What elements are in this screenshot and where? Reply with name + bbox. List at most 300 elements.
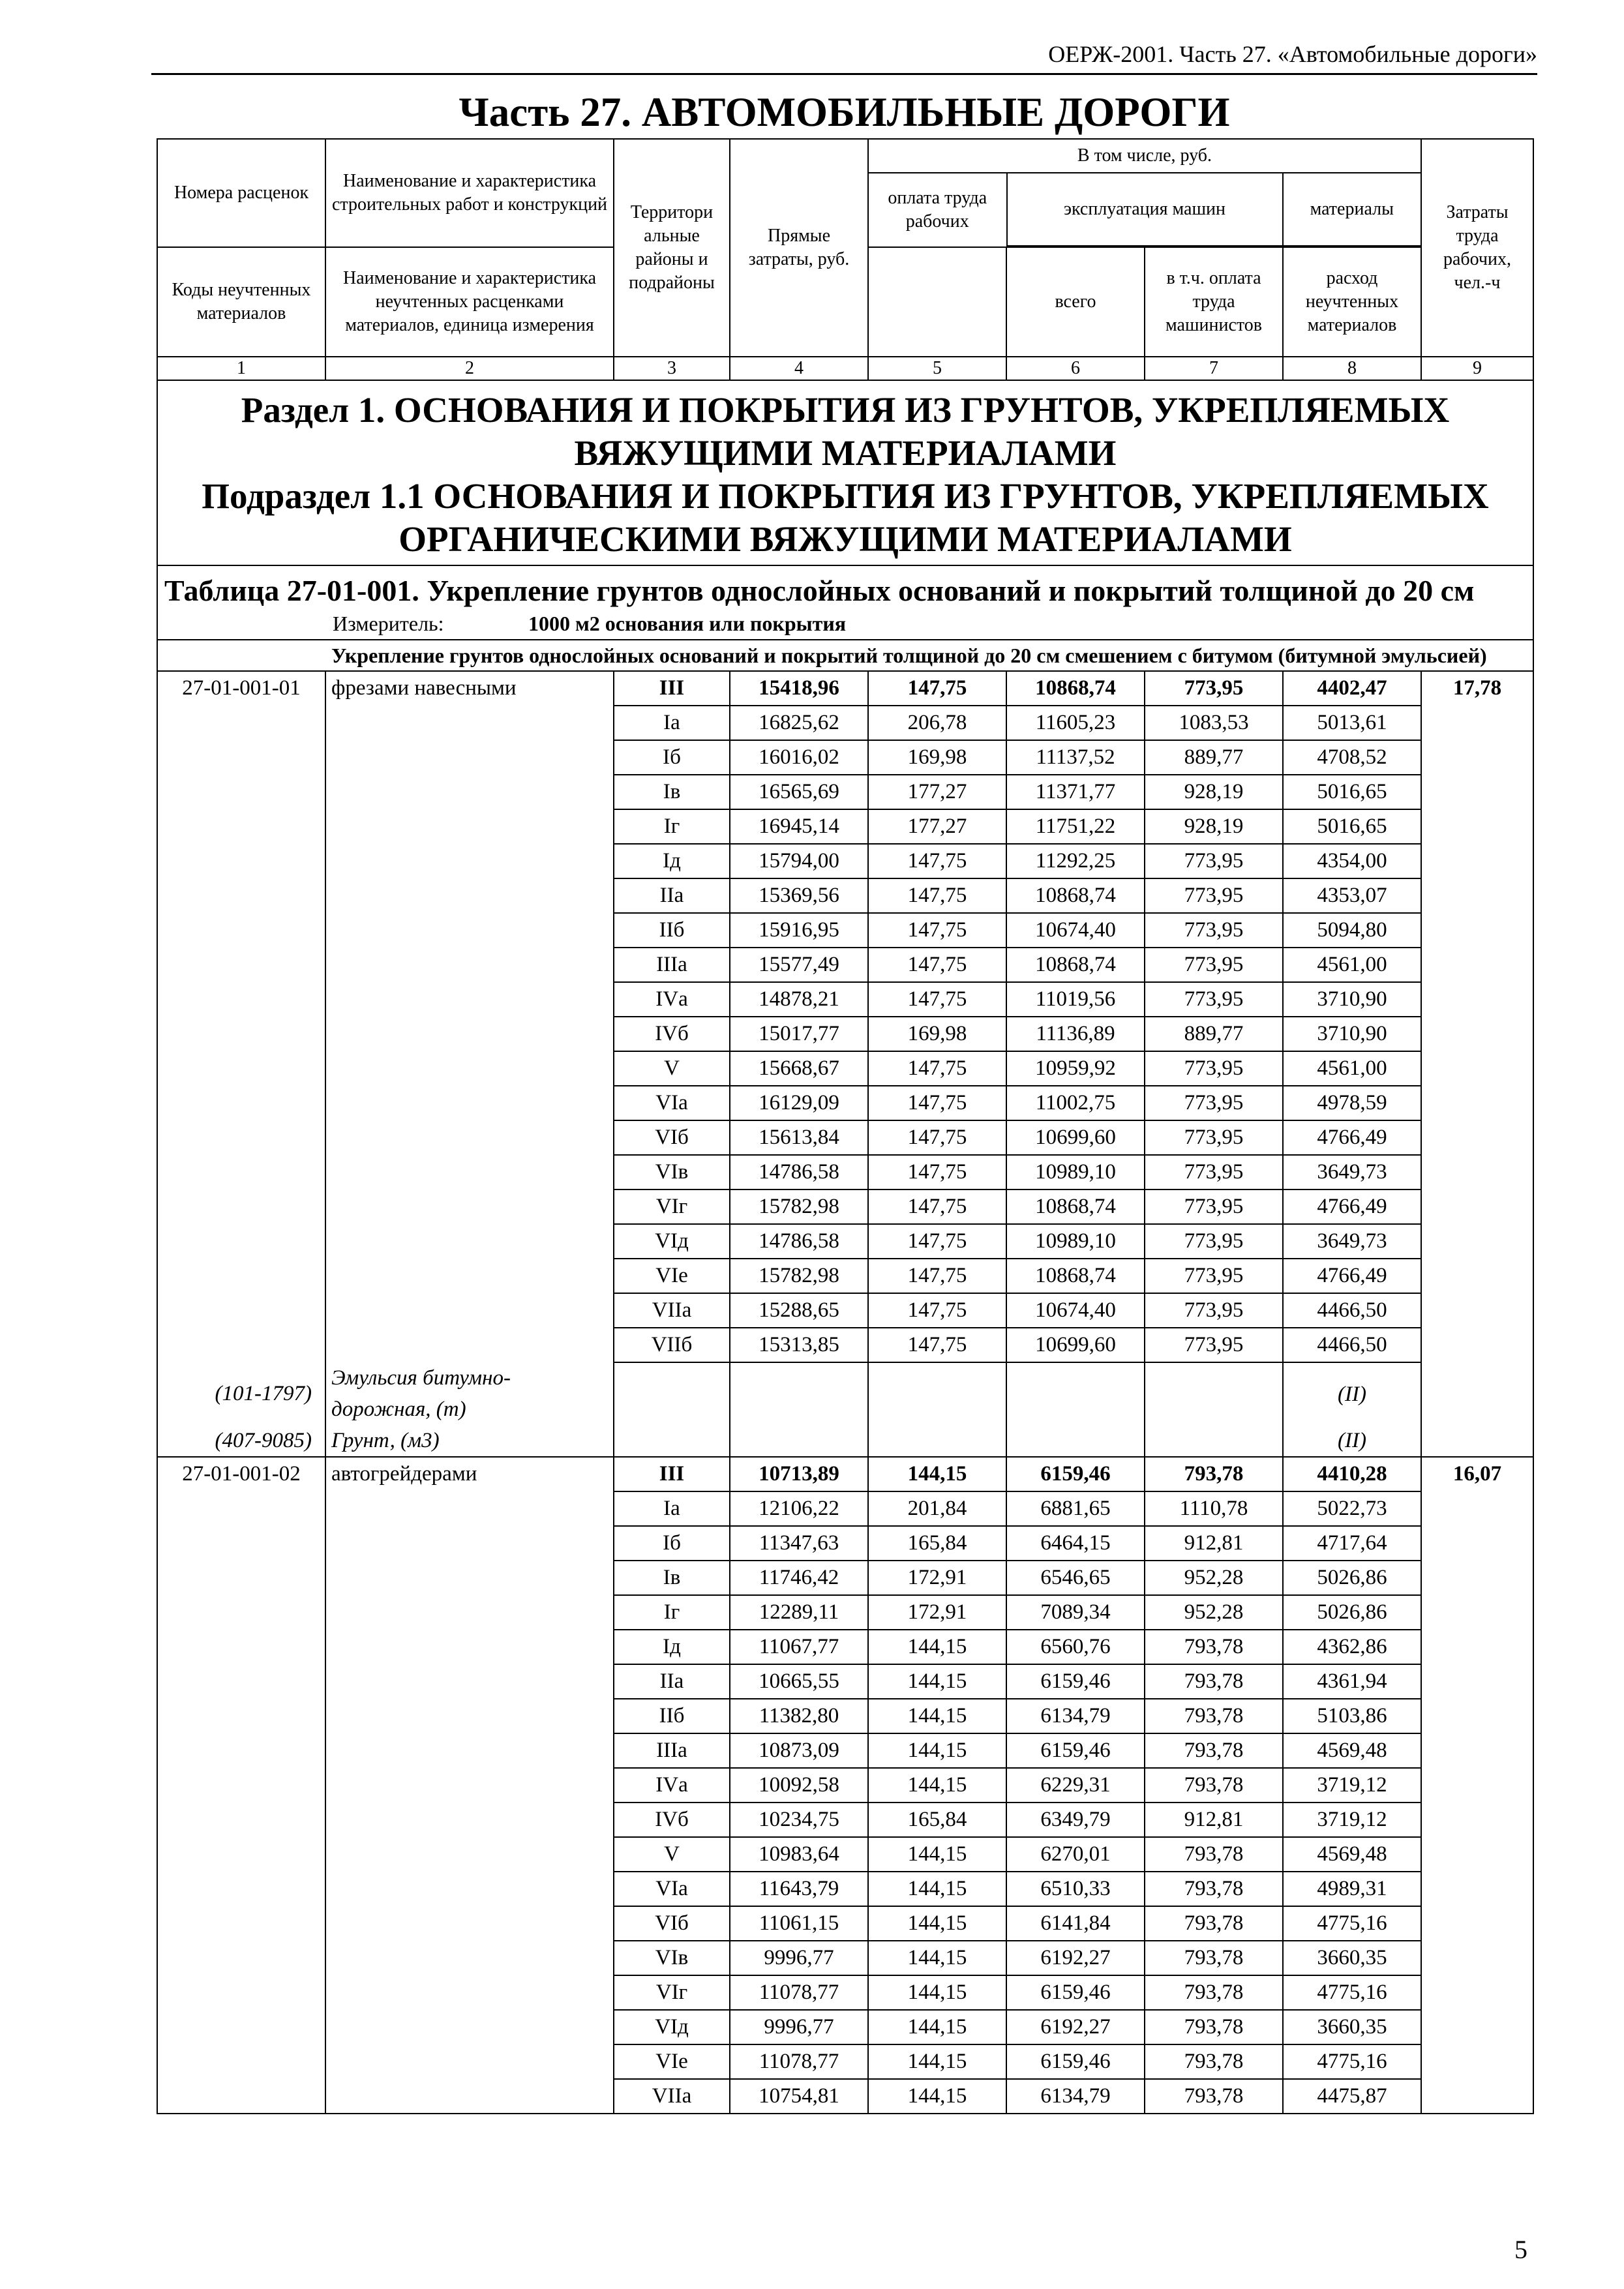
value-cell: 12289,11 bbox=[730, 1595, 868, 1630]
value-cell: 5094,80 bbox=[1283, 913, 1421, 948]
value-cell: 15288,65 bbox=[730, 1293, 868, 1328]
region-cell: VIIа bbox=[614, 2079, 730, 2114]
value-cell: 793,78 bbox=[1145, 2044, 1283, 2079]
region-cell: VIа bbox=[614, 1872, 730, 1906]
material-empty-cell bbox=[730, 1425, 868, 1457]
value-cell: 147,75 bbox=[868, 913, 1006, 948]
value-cell: 4989,31 bbox=[1283, 1872, 1421, 1906]
value-cell: 4766,49 bbox=[1283, 1189, 1421, 1224]
column-number: 3 bbox=[614, 357, 730, 380]
value-cell: 201,84 bbox=[868, 1491, 1006, 1526]
region-cell: VIIа bbox=[614, 1293, 730, 1328]
value-cell: 5016,65 bbox=[1283, 775, 1421, 809]
value-cell: 773,95 bbox=[1145, 948, 1283, 982]
value-cell: 4402,47 bbox=[1283, 671, 1421, 706]
value-cell: 4362,86 bbox=[1283, 1630, 1421, 1664]
value-cell: 16825,62 bbox=[730, 706, 868, 740]
value-cell: 4978,59 bbox=[1283, 1086, 1421, 1120]
value-cell: 793,78 bbox=[1145, 1837, 1283, 1872]
col4-header: Прямые затраты, руб. bbox=[730, 139, 868, 357]
value-cell: 5103,86 bbox=[1283, 1699, 1421, 1733]
value-cell: 4766,49 bbox=[1283, 1259, 1421, 1293]
value-cell: 3649,73 bbox=[1283, 1224, 1421, 1259]
value-cell: 1083,53 bbox=[1145, 706, 1283, 740]
col5-header-cont bbox=[868, 247, 1006, 357]
section-title bbox=[157, 380, 1533, 565]
region-cell: Iд bbox=[614, 1630, 730, 1664]
material-empty-cell bbox=[1145, 1362, 1283, 1425]
table-title-row bbox=[157, 565, 1533, 640]
value-cell: 6159,46 bbox=[1006, 2044, 1145, 2079]
value-cell: 793,78 bbox=[1145, 2010, 1283, 2044]
value-cell: 4561,00 bbox=[1283, 1051, 1421, 1086]
value-cell: 5016,65 bbox=[1283, 809, 1421, 844]
running-header: ОЕРЖ-2001. Часть 27. «Автомобильные дороги» bbox=[151, 39, 1537, 75]
value-cell: 10868,74 bbox=[1006, 671, 1145, 706]
region-cell: IIа bbox=[614, 1664, 730, 1699]
value-cell: 773,95 bbox=[1145, 1293, 1283, 1328]
region-cell: IVб bbox=[614, 1803, 730, 1837]
table-title-cell bbox=[157, 565, 1533, 640]
value-cell: 15418,96 bbox=[730, 671, 868, 706]
value-cell: 147,75 bbox=[868, 982, 1006, 1017]
region-cell: VIб bbox=[614, 1120, 730, 1155]
materials-header: материалы bbox=[1283, 173, 1421, 246]
value-cell: 147,75 bbox=[868, 1155, 1006, 1189]
value-cell: 6192,27 bbox=[1006, 1941, 1145, 1975]
region-cell: IIIа bbox=[614, 1733, 730, 1768]
value-cell: 6159,46 bbox=[1006, 1975, 1145, 2010]
value-cell: 144,15 bbox=[868, 1768, 1006, 1803]
material-name-line2: дорожная, (т) bbox=[331, 1398, 466, 1421]
part-title: Часть 27. АВТОМОБИЛЬНЫЕ ДОРОГИ bbox=[459, 89, 1230, 135]
value-cell: 11061,15 bbox=[730, 1906, 868, 1941]
value-cell: 147,75 bbox=[868, 1120, 1006, 1155]
value-cell: 773,95 bbox=[1145, 844, 1283, 878]
column-numbers-row bbox=[157, 357, 1533, 380]
labor-cost: 16,07 bbox=[1421, 1457, 1533, 2114]
value-cell: 793,78 bbox=[1145, 1768, 1283, 1803]
value-cell: 1110,78 bbox=[1145, 1491, 1283, 1526]
value-cell: 6510,33 bbox=[1006, 1872, 1145, 1906]
value-cell: 144,15 bbox=[868, 1837, 1006, 1872]
value-cell: 6159,46 bbox=[1006, 1733, 1145, 1768]
value-cell: 3710,90 bbox=[1283, 1017, 1421, 1051]
material-empty-cell bbox=[614, 1425, 730, 1457]
work-name: автогрейдерами bbox=[325, 1457, 614, 2114]
value-cell: 928,19 bbox=[1145, 775, 1283, 809]
value-cell: 11292,25 bbox=[1006, 844, 1145, 878]
value-cell: 147,75 bbox=[868, 1328, 1006, 1362]
value-cell: 6546,65 bbox=[1006, 1561, 1145, 1595]
value-cell: 793,78 bbox=[1145, 1975, 1283, 2010]
value-cell: 147,75 bbox=[868, 948, 1006, 982]
value-cell: 14786,58 bbox=[730, 1224, 868, 1259]
value-cell: 10092,58 bbox=[730, 1768, 868, 1803]
value-cell: 144,15 bbox=[868, 1906, 1006, 1941]
value-cell: 10959,92 bbox=[1006, 1051, 1145, 1086]
value-cell: 7089,34 bbox=[1006, 1595, 1145, 1630]
region-cell: Iв bbox=[614, 1561, 730, 1595]
value-cell: 169,98 bbox=[868, 1017, 1006, 1051]
value-cell: 10754,81 bbox=[730, 2079, 868, 2114]
col8-header: расход неучтенных материалов bbox=[1283, 247, 1421, 357]
material-empty-cell bbox=[1145, 1425, 1283, 1457]
value-cell: 3649,73 bbox=[1283, 1155, 1421, 1189]
value-cell: 4475,87 bbox=[1283, 2079, 1421, 2114]
value-cell: 773,95 bbox=[1145, 1328, 1283, 1362]
value-cell: 16565,69 bbox=[730, 775, 868, 809]
region-cell: VIа bbox=[614, 1086, 730, 1120]
value-cell: 10868,74 bbox=[1006, 878, 1145, 913]
region-cell: IIб bbox=[614, 913, 730, 948]
value-cell: 11347,63 bbox=[730, 1526, 868, 1561]
value-cell: 177,27 bbox=[868, 809, 1006, 844]
value-cell: 5026,86 bbox=[1283, 1561, 1421, 1595]
value-cell: 12106,22 bbox=[730, 1491, 868, 1526]
included-header-wrap bbox=[868, 139, 1421, 247]
material-row bbox=[157, 1425, 1533, 1457]
value-cell: 3660,35 bbox=[1283, 2010, 1421, 2044]
value-cell: 15782,98 bbox=[730, 1259, 868, 1293]
value-cell: 773,95 bbox=[1145, 1051, 1283, 1086]
material-consumption: (II) bbox=[1283, 1362, 1421, 1425]
value-cell: 4775,16 bbox=[1283, 2044, 1421, 2079]
material-empty-cell bbox=[868, 1425, 1006, 1457]
value-cell: 144,15 bbox=[868, 1630, 1006, 1664]
value-cell: 9996,77 bbox=[730, 2010, 868, 2044]
value-cell: 15369,56 bbox=[730, 878, 868, 913]
value-cell: 147,75 bbox=[868, 1224, 1006, 1259]
value-cell: 6134,79 bbox=[1006, 2079, 1145, 2114]
measure-line bbox=[158, 609, 1533, 639]
region-cell: IIб bbox=[614, 1699, 730, 1733]
value-cell: 144,15 bbox=[868, 1733, 1006, 1768]
value-cell: 773,95 bbox=[1145, 1224, 1283, 1259]
region-cell: VIг bbox=[614, 1975, 730, 2010]
value-cell: 6159,46 bbox=[1006, 1664, 1145, 1699]
value-cell: 15782,98 bbox=[730, 1189, 868, 1224]
column-number: 2 bbox=[325, 357, 614, 380]
value-cell: 15668,67 bbox=[730, 1051, 868, 1086]
section-row bbox=[157, 380, 1533, 565]
material-empty-cell bbox=[1006, 1362, 1145, 1425]
value-cell: 11643,79 bbox=[730, 1872, 868, 1906]
column-number: 5 bbox=[868, 357, 1006, 380]
labor-cost: 17,78 bbox=[1421, 671, 1533, 1457]
value-cell: 15916,95 bbox=[730, 913, 868, 948]
column-number: 1 bbox=[157, 357, 325, 380]
rate-code: 27-01-001-01 bbox=[157, 671, 325, 1362]
column-number: 8 bbox=[1283, 357, 1421, 380]
value-cell: 773,95 bbox=[1145, 878, 1283, 913]
material-row bbox=[157, 1362, 1533, 1425]
region-cell: III bbox=[614, 671, 730, 706]
value-cell: 793,78 bbox=[1145, 1664, 1283, 1699]
value-cell: 773,95 bbox=[1145, 1189, 1283, 1224]
col7-header: в т.ч. оплата труда машинистов bbox=[1145, 247, 1283, 357]
value-cell: 4361,94 bbox=[1283, 1664, 1421, 1699]
region-cell: VIе bbox=[614, 1259, 730, 1293]
region-cell: VIд bbox=[614, 1224, 730, 1259]
material-name-line1: Грунт, (м3) bbox=[331, 1429, 440, 1452]
value-cell: 6134,79 bbox=[1006, 1699, 1145, 1733]
value-cell: 11067,77 bbox=[730, 1630, 868, 1664]
value-cell: 10699,60 bbox=[1006, 1328, 1145, 1362]
value-cell: 11751,22 bbox=[1006, 809, 1145, 844]
region-cell: Iг bbox=[614, 809, 730, 844]
value-cell: 16129,09 bbox=[730, 1086, 868, 1120]
value-cell: 15017,77 bbox=[730, 1017, 868, 1051]
material-empty-cell bbox=[868, 1362, 1006, 1425]
value-cell: 6270,01 bbox=[1006, 1837, 1145, 1872]
value-cell: 147,75 bbox=[868, 1086, 1006, 1120]
region-cell: V bbox=[614, 1837, 730, 1872]
column-number: 6 bbox=[1006, 357, 1145, 380]
column-number: 9 bbox=[1421, 357, 1533, 380]
region-cell: Iг bbox=[614, 1595, 730, 1630]
value-cell: 5022,73 bbox=[1283, 1491, 1421, 1526]
value-cell: 5026,86 bbox=[1283, 1595, 1421, 1630]
region-cell: IVа bbox=[614, 1768, 730, 1803]
value-cell: 15613,84 bbox=[730, 1120, 868, 1155]
measure-value: 1000 м2 основания или покрытия bbox=[528, 612, 847, 635]
value-cell: 10983,64 bbox=[730, 1837, 868, 1872]
region-cell: Iа bbox=[614, 1491, 730, 1526]
col5-header: оплата труда рабочих bbox=[869, 173, 1007, 246]
col2-header-a: Наименование и характеристика строительных работ и конструкций bbox=[325, 139, 614, 247]
value-cell: 10989,10 bbox=[1006, 1224, 1145, 1259]
value-cell: 10234,75 bbox=[730, 1803, 868, 1837]
value-cell: 4466,50 bbox=[1283, 1328, 1421, 1362]
value-cell: 889,77 bbox=[1145, 1017, 1283, 1051]
material-name bbox=[325, 1362, 614, 1425]
value-cell: 773,95 bbox=[1145, 1120, 1283, 1155]
value-cell: 889,77 bbox=[1145, 740, 1283, 775]
value-cell: 6141,84 bbox=[1006, 1906, 1145, 1941]
region-cell: Iб bbox=[614, 740, 730, 775]
value-cell: 144,15 bbox=[868, 2010, 1006, 2044]
value-cell: 912,81 bbox=[1145, 1526, 1283, 1561]
region-cell: VIг bbox=[614, 1189, 730, 1224]
region-cell: Iа bbox=[614, 706, 730, 740]
column-number: 4 bbox=[730, 357, 868, 380]
value-cell: 172,91 bbox=[868, 1595, 1006, 1630]
subsection-title-line1: Подраздел 1.1 ОСНОВАНИЯ И ПОКРЫТИЯ ИЗ ГРУНТОВ, УКРЕПЛЯЕМЫХ bbox=[202, 476, 1489, 516]
value-cell: 169,98 bbox=[868, 740, 1006, 775]
value-cell: 11078,77 bbox=[730, 1975, 868, 2010]
value-cell: 3710,90 bbox=[1283, 982, 1421, 1017]
value-cell: 3719,12 bbox=[1283, 1803, 1421, 1837]
value-cell: 4466,50 bbox=[1283, 1293, 1421, 1328]
value-cell: 773,95 bbox=[1145, 982, 1283, 1017]
material-empty-cell bbox=[730, 1362, 868, 1425]
value-cell: 4354,00 bbox=[1283, 844, 1421, 878]
value-cell: 4569,48 bbox=[1283, 1733, 1421, 1768]
value-cell: 793,78 bbox=[1145, 1457, 1283, 1491]
value-cell: 793,78 bbox=[1145, 1630, 1283, 1664]
value-cell: 11137,52 bbox=[1006, 740, 1145, 775]
col3-header: Территори альные районы и подрайоны bbox=[614, 139, 730, 357]
value-cell: 147,75 bbox=[868, 1189, 1006, 1224]
region-cell: VIд bbox=[614, 2010, 730, 2044]
value-cell: 206,78 bbox=[868, 706, 1006, 740]
subtitle-row bbox=[157, 640, 1533, 671]
value-cell: 4708,52 bbox=[1283, 740, 1421, 775]
material-name-line1: Эмульсия битумно- bbox=[331, 1366, 511, 1390]
value-cell: 10674,40 bbox=[1006, 1293, 1145, 1328]
value-cell: 773,95 bbox=[1145, 1155, 1283, 1189]
value-cell: 172,91 bbox=[868, 1561, 1006, 1595]
value-cell: 5013,61 bbox=[1283, 706, 1421, 740]
region-cell: VIв bbox=[614, 1155, 730, 1189]
value-cell: 6881,65 bbox=[1006, 1491, 1145, 1526]
value-cell: 11136,89 bbox=[1006, 1017, 1145, 1051]
value-cell: 10868,74 bbox=[1006, 1259, 1145, 1293]
value-cell: 147,75 bbox=[868, 1259, 1006, 1293]
value-cell: 4561,00 bbox=[1283, 948, 1421, 982]
rates-table bbox=[157, 138, 1534, 2114]
region-cell: IIа bbox=[614, 878, 730, 913]
value-cell: 793,78 bbox=[1145, 1733, 1283, 1768]
material-code: (407-9085) bbox=[157, 1425, 325, 1457]
value-cell: 6349,79 bbox=[1006, 1803, 1145, 1837]
value-cell: 4717,64 bbox=[1283, 1526, 1421, 1561]
material-consumption: (II) bbox=[1283, 1425, 1421, 1457]
col2-header-b: Наименование и характеристика неучтенных расценками материалов, единица измерения bbox=[325, 247, 614, 357]
material-empty-cell bbox=[614, 1362, 730, 1425]
value-cell: 144,15 bbox=[868, 1699, 1006, 1733]
value-cell: 11002,75 bbox=[1006, 1086, 1145, 1120]
value-cell: 147,75 bbox=[868, 671, 1006, 706]
measure-label: Измеритель: bbox=[333, 612, 444, 635]
value-cell: 4766,49 bbox=[1283, 1120, 1421, 1155]
value-cell: 11382,80 bbox=[730, 1699, 868, 1733]
value-cell: 14878,21 bbox=[730, 982, 868, 1017]
region-cell: Iб bbox=[614, 1526, 730, 1561]
value-cell: 16016,02 bbox=[730, 740, 868, 775]
value-cell: 952,28 bbox=[1145, 1595, 1283, 1630]
value-cell: 10665,55 bbox=[730, 1664, 868, 1699]
value-cell: 6192,27 bbox=[1006, 2010, 1145, 2044]
machines-header: эксплуатация машин bbox=[1007, 173, 1283, 246]
table-row bbox=[157, 1457, 1533, 1491]
material-empty-cell bbox=[1006, 1425, 1145, 1457]
value-cell: 144,15 bbox=[868, 1457, 1006, 1491]
value-cell: 144,15 bbox=[868, 2044, 1006, 2079]
value-cell: 10674,40 bbox=[1006, 913, 1145, 948]
value-cell: 6159,46 bbox=[1006, 1457, 1145, 1491]
region-cell: VIб bbox=[614, 1906, 730, 1941]
section-title-line2: ВЯЖУЩИМИ МАТЕРИАЛАМИ bbox=[574, 433, 1117, 473]
table-title: Таблица 27-01-001. Укрепление грунтов однослойных оснований и покрытий толщиной до 20 см bbox=[164, 574, 1475, 607]
column-number: 7 bbox=[1145, 357, 1283, 380]
value-cell: 3719,12 bbox=[1283, 1768, 1421, 1803]
col6-header: всего bbox=[1006, 247, 1145, 357]
col1-header-a: Номера расценок bbox=[157, 139, 325, 247]
value-cell: 165,84 bbox=[868, 1526, 1006, 1561]
value-cell: 147,75 bbox=[868, 878, 1006, 913]
value-cell: 773,95 bbox=[1145, 913, 1283, 948]
value-cell: 10868,74 bbox=[1006, 948, 1145, 982]
value-cell: 4775,16 bbox=[1283, 1975, 1421, 2010]
value-cell: 10713,89 bbox=[730, 1457, 868, 1491]
value-cell: 928,19 bbox=[1145, 809, 1283, 844]
region-cell: III bbox=[614, 1457, 730, 1491]
region-cell: V bbox=[614, 1051, 730, 1086]
value-cell: 144,15 bbox=[868, 1975, 1006, 2010]
value-cell: 11746,42 bbox=[730, 1561, 868, 1595]
value-cell: 144,15 bbox=[868, 1872, 1006, 1906]
value-cell: 773,95 bbox=[1145, 1259, 1283, 1293]
value-cell: 3660,35 bbox=[1283, 1941, 1421, 1975]
value-cell: 11605,23 bbox=[1006, 706, 1145, 740]
region-cell: IIIа bbox=[614, 948, 730, 982]
region-cell: VIе bbox=[614, 2044, 730, 2079]
value-cell: 4353,07 bbox=[1283, 878, 1421, 913]
value-cell: 144,15 bbox=[868, 2079, 1006, 2114]
value-cell: 144,15 bbox=[868, 1941, 1006, 1975]
value-cell: 793,78 bbox=[1145, 1941, 1283, 1975]
value-cell: 793,78 bbox=[1145, 1906, 1283, 1941]
value-cell: 4569,48 bbox=[1283, 1837, 1421, 1872]
value-cell: 177,27 bbox=[868, 775, 1006, 809]
region-cell: IVа bbox=[614, 982, 730, 1017]
region-cell: VIв bbox=[614, 1941, 730, 1975]
region-cell: IVб bbox=[614, 1017, 730, 1051]
value-cell: 793,78 bbox=[1145, 1872, 1283, 1906]
value-cell: 6560,76 bbox=[1006, 1630, 1145, 1664]
table-row bbox=[157, 671, 1533, 706]
value-cell: 147,75 bbox=[868, 844, 1006, 878]
value-cell: 10873,09 bbox=[730, 1733, 868, 1768]
value-cell: 4775,16 bbox=[1283, 1906, 1421, 1941]
value-cell: 10989,10 bbox=[1006, 1155, 1145, 1189]
value-cell: 912,81 bbox=[1145, 1803, 1283, 1837]
col1-header-b: Коды неучтенных материалов bbox=[157, 247, 325, 357]
region-cell: VIIб bbox=[614, 1328, 730, 1362]
rate-code: 27-01-001-02 bbox=[157, 1457, 325, 2114]
value-cell: 144,15 bbox=[868, 1664, 1006, 1699]
value-cell: 6229,31 bbox=[1006, 1768, 1145, 1803]
region-cell: Iд bbox=[614, 844, 730, 878]
material-code: (101-1797) bbox=[157, 1362, 325, 1425]
value-cell: 773,95 bbox=[1145, 1086, 1283, 1120]
header-row-1 bbox=[157, 139, 1533, 247]
page-number: 5 bbox=[1514, 2235, 1527, 2264]
work-name: фрезами навесными bbox=[325, 671, 614, 1362]
value-cell: 4410,28 bbox=[1283, 1457, 1421, 1491]
value-cell: 10868,74 bbox=[1006, 1189, 1145, 1224]
value-cell: 6464,15 bbox=[1006, 1526, 1145, 1561]
value-cell: 147,75 bbox=[868, 1051, 1006, 1086]
value-cell: 773,95 bbox=[1145, 671, 1283, 706]
subsection-title-line2: ОРГАНИЧЕСКИМИ ВЯЖУЩИМИ МАТЕРИАЛАМИ bbox=[398, 519, 1292, 559]
value-cell: 15577,49 bbox=[730, 948, 868, 982]
value-cell: 15794,00 bbox=[730, 844, 868, 878]
value-cell: 793,78 bbox=[1145, 2079, 1283, 2114]
value-cell: 11019,56 bbox=[1006, 982, 1145, 1017]
value-cell: 15313,85 bbox=[730, 1328, 868, 1362]
value-cell: 147,75 bbox=[868, 1293, 1006, 1328]
value-cell: 16945,14 bbox=[730, 809, 868, 844]
region-cell: Iв bbox=[614, 775, 730, 809]
value-cell: 793,78 bbox=[1145, 1699, 1283, 1733]
value-cell: 10699,60 bbox=[1006, 1120, 1145, 1155]
value-cell: 9996,77 bbox=[730, 1941, 868, 1975]
value-cell: 165,84 bbox=[868, 1803, 1006, 1837]
table-subtitle: Укрепление грунтов однослойных оснований и покрытий толщиной до 20 см смешением с битумом (битумной эмульсией) bbox=[157, 640, 1533, 671]
